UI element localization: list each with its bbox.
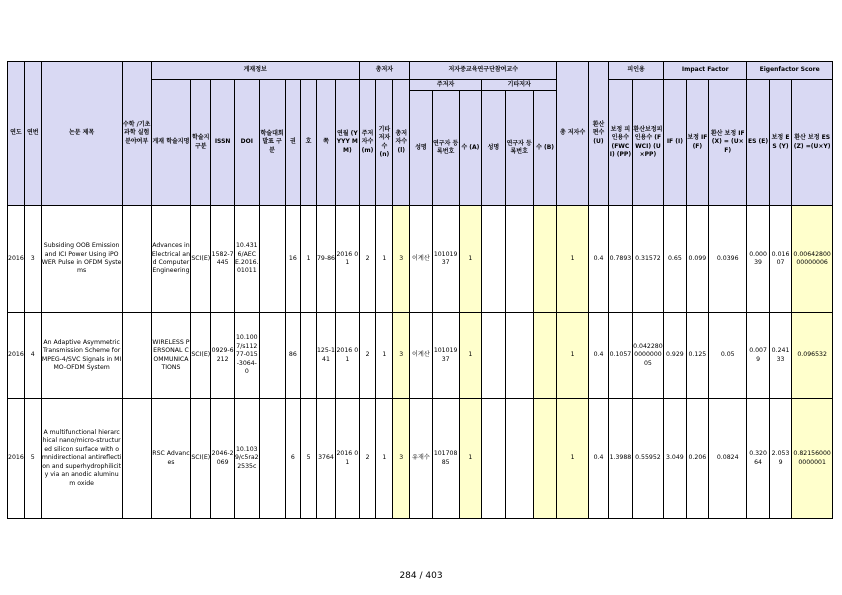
- cell-other-researcher-id: [505, 206, 533, 313]
- header-es-converted: 환산 보정 ES(Z) =(U×Y): [792, 80, 833, 206]
- cell-count-a: 1: [459, 313, 481, 399]
- cell-other-name: [482, 313, 506, 399]
- cell-citation-converted: 0.31572: [632, 206, 663, 313]
- cell-main-researcher-id: 10170885: [432, 399, 459, 519]
- cell-es-converted: 0.821560000000001: [792, 399, 833, 519]
- cell-es-corrected: 0.01607: [769, 206, 791, 313]
- cell-doi: 10.1039/c5ra22535c: [234, 399, 259, 519]
- cell-if: 0.929: [664, 313, 686, 399]
- cell-es-converted: 0.0064280000000006: [792, 206, 833, 313]
- cell-issue: 1: [301, 206, 317, 313]
- cell-es-corrected: 2.0539: [769, 399, 791, 519]
- header-participating-group: 저자중교육연구단참여교수: [410, 62, 557, 80]
- cell-other-authors: 1: [376, 313, 393, 399]
- header-field: 수학 /기초과학 실험 분야여부: [122, 62, 151, 206]
- cell-field: [122, 313, 151, 399]
- cell-total-author-count: 1: [557, 313, 588, 399]
- cell-citation-corrected: 1.3988: [609, 399, 633, 519]
- header-main-author-group: 주저자: [410, 80, 482, 91]
- header-year: 연도: [8, 62, 25, 206]
- cell-main-name: 이계산: [410, 206, 432, 313]
- cell-field: [122, 399, 151, 519]
- cell-es: 0.32064: [747, 399, 769, 519]
- header-conference-type: 학술대회발표 구분: [259, 80, 285, 206]
- cell-count-b: [533, 206, 557, 313]
- cell-es-corrected: 0.24133: [769, 313, 791, 399]
- table-row: [8, 206, 833, 313]
- cell-doi: 10.1007/s11277-015-3064-0: [234, 313, 259, 399]
- header-citation-converted: 환산보정피인용수 (FWCI) (U×PP): [632, 80, 663, 206]
- header-total-authors: 총저자수 (l): [393, 80, 410, 206]
- cell-issn: 1582-7445: [211, 206, 235, 313]
- header-total-author-count: 총 저자수: [557, 62, 588, 206]
- header-issue: 호: [301, 80, 317, 206]
- cell-if-corrected: 0.125: [686, 313, 708, 399]
- header-seq: 연번: [24, 62, 41, 206]
- cell-conference-type: [259, 206, 285, 313]
- cell-total-author-count: 1: [557, 206, 588, 313]
- header-es-group: Eigenfactor Score: [747, 62, 833, 80]
- cell-pages: 79-86: [316, 206, 335, 313]
- header-volume: 권: [285, 80, 301, 206]
- header-es-corrected: 보정 ES (Y): [769, 80, 791, 206]
- page-number: 284 / 403: [399, 571, 443, 581]
- header-paper-title: 논문 제목: [41, 62, 122, 206]
- cell-citation-converted: 0.042280000000005: [632, 313, 663, 399]
- cell-conference-type: [259, 313, 285, 399]
- header-journal-name: 게재 학술지명: [151, 80, 190, 206]
- header-other-authors: 기타 저자수 (n): [376, 80, 393, 206]
- header-other-name: 성명: [482, 91, 506, 206]
- cell-es-converted: 0.096532: [792, 313, 833, 399]
- cell-doi: 10.4316/AECE.2016.01011: [234, 206, 259, 313]
- header-date: 연월 (YYYY MM): [336, 80, 360, 206]
- table-row: [8, 399, 833, 519]
- cell-es: 0.0079: [747, 313, 769, 399]
- research-table: [7, 61, 833, 519]
- header-publication-info: 게재정보: [151, 62, 359, 80]
- cell-if-converted: 0.0396: [709, 206, 747, 313]
- cell-year: 2016: [8, 313, 25, 399]
- cell-volume: 86: [285, 313, 301, 399]
- header-main-authors: 주저자수 (m): [359, 80, 376, 206]
- cell-date: 2016 01: [336, 313, 360, 399]
- cell-count-a: 1: [459, 399, 481, 519]
- cell-main-authors: 2: [359, 313, 376, 399]
- cell-issn: 0929-6212: [211, 313, 235, 399]
- header-other-researcher-id: 연구자 등록번호: [505, 91, 533, 206]
- cell-pages: 3764: [316, 399, 335, 519]
- header-if-group: Impact Factor: [664, 62, 747, 80]
- header-total-authors-group: 총저자: [359, 62, 410, 80]
- cell-total-authors: 3: [393, 313, 410, 399]
- table-row: [8, 313, 833, 399]
- cell-main-name: 이계산: [410, 313, 432, 399]
- cell-journal: Advances in Electrical and Computer Engineering: [151, 206, 190, 313]
- header-if: IF (I): [664, 80, 686, 206]
- header-other-author-group: 기타저자: [482, 80, 557, 91]
- cell-year: 2016: [8, 399, 25, 519]
- cell-title: A multifunctional hierarchical nano/micro-structured silicon surface with omnidirectional antireflection and superhydrophilicity via an anodic aluminum oxide: [41, 399, 122, 519]
- cell-main-authors: 2: [359, 399, 376, 519]
- cell-other-authors: 1: [376, 399, 393, 519]
- cell-issn: 2046-2069: [211, 399, 235, 519]
- cell-main-researcher-id: 10101937: [432, 313, 459, 399]
- header-main-researcher-id: 연구자 등록번호: [432, 91, 459, 206]
- header-pages: 쪽: [316, 80, 335, 206]
- cell-if-corrected: 0.206: [686, 399, 708, 519]
- cell-journal-class: SCI(E): [191, 206, 211, 313]
- cell-year: 2016: [8, 206, 25, 313]
- cell-field: [122, 206, 151, 313]
- cell-pages: 125-141: [316, 313, 335, 399]
- cell-if-corrected: 0.099: [686, 206, 708, 313]
- header-es: ES (E): [747, 80, 769, 206]
- cell-other-researcher-id: [505, 313, 533, 399]
- header-main-name: 성명: [410, 91, 432, 206]
- cell-journal-class: SCI(E): [191, 399, 211, 519]
- cell-converted-count: 0.4: [588, 313, 608, 399]
- cell-count-b: [533, 313, 557, 399]
- header-issn: ISSN: [211, 80, 235, 206]
- cell-if-converted: 0.05: [709, 313, 747, 399]
- cell-seq: 5: [24, 399, 41, 519]
- cell-total-author-count: 1: [557, 399, 588, 519]
- cell-title: An Adaptive Asymmetric Transmission Scheme for MPEG-4/SVC Signals in MIMO-OFDM System: [41, 313, 122, 399]
- cell-seq: 3: [24, 206, 41, 313]
- cell-issue: 5: [301, 399, 317, 519]
- cell-seq: 4: [24, 313, 41, 399]
- cell-other-name: [482, 206, 506, 313]
- cell-total-authors: 3: [393, 399, 410, 519]
- header-count-a: 수 (A): [459, 91, 481, 206]
- cell-issue: [301, 313, 317, 399]
- header-citation-group: 피인용: [609, 62, 664, 80]
- header-citation-corrected: 보정 피인용수 (FWCI) (PP): [609, 80, 633, 206]
- cell-date: 2016 01: [336, 399, 360, 519]
- cell-if-converted: 0.0824: [709, 399, 747, 519]
- cell-main-researcher-id: 10101937: [432, 206, 459, 313]
- cell-other-name: [482, 399, 506, 519]
- header-converted-count: 환산 편수 (U): [588, 62, 608, 206]
- cell-other-authors: 1: [376, 206, 393, 313]
- cell-citation-corrected: 0.7893: [609, 206, 633, 313]
- cell-if: 0.65: [664, 206, 686, 313]
- header-if-corrected: 보정 IF (F): [686, 80, 708, 206]
- header-if-converted: 환산 보정 IF(X) = (U×F): [709, 80, 747, 206]
- cell-volume: 6: [285, 399, 301, 519]
- cell-converted-count: 0.4: [588, 206, 608, 313]
- cell-journal-class: SCI(E): [191, 313, 211, 399]
- cell-volume: 16: [285, 206, 301, 313]
- cell-date: 2016 01: [336, 206, 360, 313]
- cell-title: Subsiding OOB Emission and ICI Power Using iPOWER Pulse in OFDM Systems: [41, 206, 122, 313]
- cell-count-b: [533, 399, 557, 519]
- cell-es: 0.00039: [747, 206, 769, 313]
- cell-other-researcher-id: [505, 399, 533, 519]
- cell-total-authors: 3: [393, 206, 410, 313]
- cell-converted-count: 0.4: [588, 399, 608, 519]
- cell-if: 3.049: [664, 399, 686, 519]
- cell-conference-type: [259, 399, 285, 519]
- cell-count-a: 1: [459, 206, 481, 313]
- cell-journal: RSC Advances: [151, 399, 190, 519]
- cell-citation-corrected: 0.1057: [609, 313, 633, 399]
- cell-journal: WIRELESS PERSONAL COMMUNICATIONS: [151, 313, 190, 399]
- cell-main-authors: 2: [359, 206, 376, 313]
- cell-main-name: 유재수: [410, 399, 432, 519]
- header-journal-class: 학술지 구분: [191, 80, 211, 206]
- cell-citation-converted: 0.55952: [632, 399, 663, 519]
- header-count-b: 수 (B): [533, 91, 557, 206]
- header-doi: DOI: [234, 80, 259, 206]
